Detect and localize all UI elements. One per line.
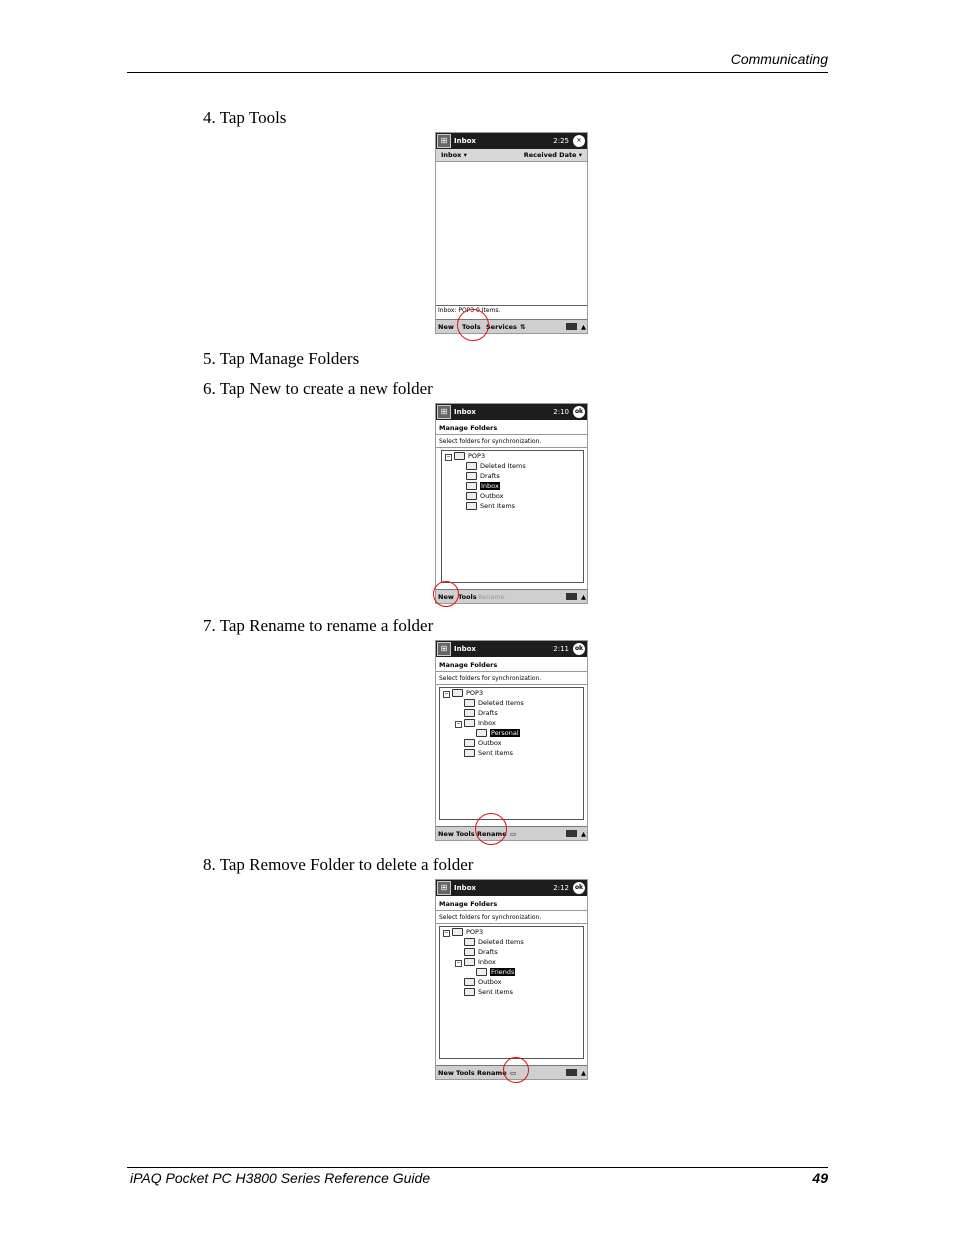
- folder-icon: [464, 978, 475, 986]
- running-header: Communicating: [730, 51, 828, 67]
- folder-icon: [464, 699, 475, 707]
- tree-node: Drafts: [464, 948, 498, 956]
- status-line: Inbox: POP3 0 Items.: [436, 305, 587, 316]
- tree-node: Drafts: [466, 472, 500, 480]
- step-4: 4. Tap Tools: [203, 108, 287, 127]
- folder-icon: [464, 719, 475, 727]
- folder-icon: [464, 938, 475, 946]
- tree-node: Inbox: [464, 958, 496, 966]
- start-icon: ⊞: [437, 134, 451, 148]
- title-bar: [436, 404, 587, 420]
- tree-node: POP3: [454, 452, 485, 460]
- screenshot-manage-folders-2: [435, 640, 588, 841]
- title-bar: [436, 641, 587, 657]
- ok-button: ok: [573, 643, 585, 655]
- folder-tree: [441, 450, 584, 583]
- tree-node: Personal: [476, 729, 520, 737]
- remove-folder-icon: ▭: [510, 1069, 517, 1077]
- folder-icon: [464, 948, 475, 956]
- menu-new: New: [438, 830, 454, 838]
- tree-node: Deleted Items: [464, 699, 524, 707]
- tree-node: POP3: [452, 689, 483, 697]
- keyboard-icon: [566, 830, 577, 837]
- screen-instruction: Select folders for synchronization.: [436, 672, 587, 685]
- highlight-circle: [475, 813, 507, 845]
- footer-title: iPAQ Pocket PC H3800 Series Reference Guide: [130, 1170, 431, 1186]
- folder-tree: [439, 926, 584, 1059]
- menu-bar: [436, 826, 587, 840]
- menu-new: New: [438, 593, 454, 601]
- tree-node: Sent Items: [464, 749, 513, 757]
- tree-node: Deleted Items: [466, 462, 526, 470]
- menu-new: New: [438, 1069, 454, 1077]
- keyboard-icon: [566, 323, 577, 330]
- tree-node: Inbox: [466, 482, 500, 490]
- folder-action-icon: ▭: [510, 830, 517, 838]
- folder-icon: [464, 749, 475, 757]
- highlight-circle: [503, 1057, 529, 1083]
- screen-heading: Manage Folders: [436, 657, 587, 672]
- input-arrow-icon: ▲: [581, 1069, 586, 1077]
- folder-icon: [466, 482, 477, 490]
- menu-tools: Tools: [462, 323, 481, 331]
- menu-tools: Tools: [456, 1069, 475, 1077]
- menu-rename: Rename: [477, 830, 507, 838]
- input-arrow-icon: ▲: [581, 830, 586, 838]
- folder-icon: [476, 968, 487, 976]
- clock: 2:25: [553, 137, 569, 145]
- tree-node: Friends: [476, 968, 515, 976]
- filter-bar: [436, 149, 587, 162]
- title-text: Inbox: [454, 137, 476, 145]
- tree-node: Outbox: [464, 978, 502, 986]
- folder-tree: [439, 687, 584, 820]
- clock: 2:11: [553, 645, 569, 653]
- title-bar: [436, 133, 587, 149]
- folder-icon: [464, 958, 475, 966]
- title-bar: [436, 880, 587, 896]
- tree-node: Drafts: [464, 709, 498, 717]
- step-6: 6. Tap New to create a new folder: [203, 379, 433, 398]
- tree-node: Inbox: [464, 719, 496, 727]
- highlight-circle: [457, 309, 489, 341]
- footer-rule: [127, 1167, 828, 1168]
- tree-node: Sent Items: [466, 502, 515, 510]
- screenshot-manage-folders-1: [435, 403, 588, 604]
- collapse-icon: −: [444, 930, 449, 936]
- send-receive-icon: ⇅: [520, 323, 526, 331]
- mailbox-icon: [454, 452, 465, 460]
- ok-button: ok: [573, 882, 585, 894]
- title-text: Inbox: [454, 408, 476, 416]
- page-number: 49: [812, 1170, 828, 1186]
- start-icon: ⊞: [437, 881, 451, 895]
- header-rule: [127, 72, 828, 73]
- folder-icon: [466, 472, 477, 480]
- folder-icon: [464, 988, 475, 996]
- input-arrow-icon: ▲: [581, 323, 586, 331]
- menu-tools: Tools: [456, 830, 475, 838]
- menu-rename: Rename: [478, 593, 505, 601]
- title-text: Inbox: [454, 884, 476, 892]
- collapse-icon: −: [444, 691, 449, 697]
- screenshot-inbox: [435, 132, 588, 334]
- keyboard-icon: [566, 1069, 577, 1076]
- title-text: Inbox: [454, 645, 476, 653]
- mailbox-icon: [452, 689, 463, 697]
- tree-node: Outbox: [466, 492, 504, 500]
- tree-node: Sent Items: [464, 988, 513, 996]
- screen-heading: Manage Folders: [436, 420, 587, 435]
- menu-tools: Tools: [458, 593, 477, 601]
- clock: 2:12: [553, 884, 569, 892]
- tree-node: POP3: [452, 928, 483, 936]
- sort-dropdown: Received Date ▾: [523, 151, 582, 159]
- collapse-icon: −: [456, 960, 461, 966]
- close-icon: ✕: [573, 135, 585, 147]
- ok-button: ok: [573, 406, 585, 418]
- keyboard-icon: [566, 593, 577, 600]
- clock: 2:10: [553, 408, 569, 416]
- screen-heading: Manage Folders: [436, 896, 587, 911]
- screen-instruction: Select folders for synchronization.: [436, 911, 587, 924]
- folder-dropdown: Inbox ▾: [441, 151, 467, 159]
- menu-new: New: [438, 323, 454, 331]
- folder-icon: [466, 462, 477, 470]
- start-icon: ⊞: [437, 405, 451, 419]
- highlight-circle: [433, 581, 459, 607]
- folder-icon: [476, 729, 487, 737]
- folder-icon: [466, 502, 477, 510]
- folder-icon: [464, 739, 475, 747]
- folder-icon: [464, 709, 475, 717]
- start-icon: ⊞: [437, 642, 451, 656]
- menu-rename: Rename: [477, 1069, 507, 1077]
- screen-instruction: Select folders for synchronization.: [436, 435, 587, 448]
- screenshot-manage-folders-3: [435, 879, 588, 1080]
- collapse-icon: −: [446, 454, 451, 460]
- mailbox-icon: [452, 928, 463, 936]
- menu-services: Services: [486, 323, 517, 331]
- step-7: 7. Tap Rename to rename a folder: [203, 616, 434, 635]
- step-8: 8. Tap Remove Folder to delete a folder: [203, 855, 474, 874]
- folder-icon: [466, 492, 477, 500]
- input-arrow-icon: ▲: [581, 593, 586, 601]
- tree-node: Outbox: [464, 739, 502, 747]
- tree-node: Deleted Items: [464, 938, 524, 946]
- step-5: 5. Tap Manage Folders: [203, 349, 360, 368]
- collapse-icon: −: [456, 721, 461, 727]
